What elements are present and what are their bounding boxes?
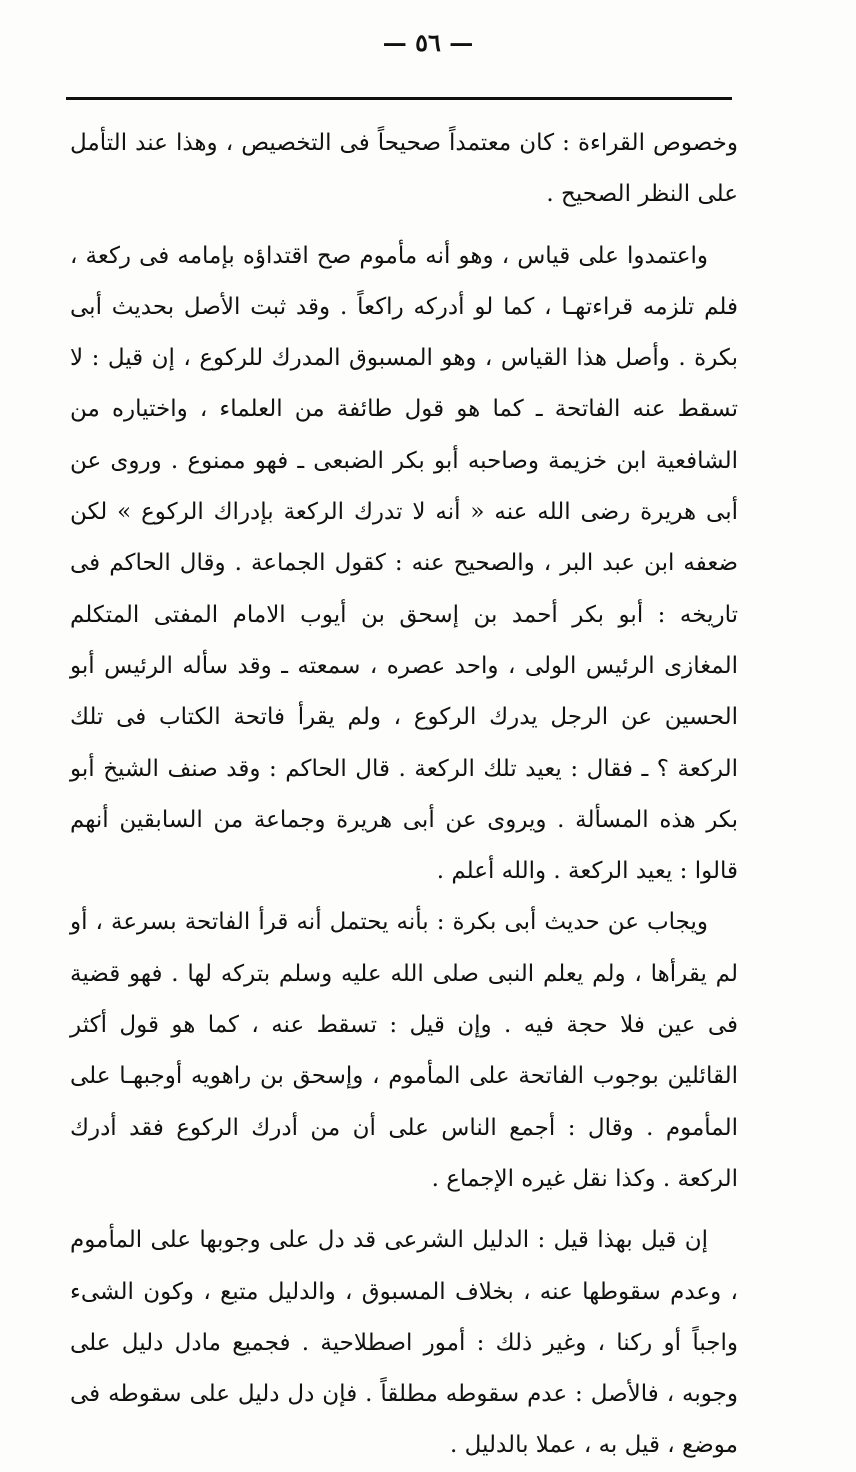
paragraph-2: واعتمدوا على قياس ، وهو أنه مأموم صح اقتداؤه بإمامه فى ركعة ، فلم تلزمه قراءتهـا ، كما لو أدركه راكعاً . وقد ثبت الأصل بحديث أبى بكرة . وأصل هذا القياس ، وهو المسبوق المدرك للركوع ، إن قيل : لا تسقط عنه الفاتحة ـ كما هو قول طائفة من العلماء ، واختياره من الشافعية ابن خزيمة وصاحبه أبو بكر الضبعى ـ فهو ممنوع . وروى عن أبى هريرة رضى الله عنه « أنه لا تدرك الركعة بإدراك الركوع » لكن ضعفه ابن عبد البر ، والصحيح عنه : كقول الجماعة . وقال الحاكم فى تاريخه : أبو بكر أحمد بن إسحق بن أيوب الامام المفتى المتكلم المغازى الرئيس الولى ، واحد عصره ، سمعته ـ وقد سأله الرئيس أبو الحسين عن الرجل يدرك الركوع ، ولم يقرأ فاتحة الكتاب فى تلك الركعة ؟ ـ فقال : يعيد تلك الركعة . قال الحاكم : وقد صنف الشيخ أبو بكر هذه المسألة . ويروى عن أبى هريرة وجماعة من السابقين أنهم قالوا : يعيد الركعة . والله أعلم . bbox=[70, 242, 738, 885]
header-rule bbox=[66, 97, 732, 100]
paragraph-1: وخصوص القراءة : كان معتمداً صحيحاً فى التخصيص ، وهذا عند التأمل على النظر الصحيح . bbox=[70, 130, 738, 208]
paragraph-3: ويجاب عن حديث أبى بكرة : بأنه يحتمل أنه قرأ الفاتحة بسرعة ، أو لم يقرأها ، ولم يعلم النبى صلى الله عليه وسلم بتركه لها . فهو قضية فى عين فلا حجة فيه . وإن قيل : تسقط عنه ، كما هو قول أكثر القائلين بوجوب الفاتحة على المأموم ، وإسحق بن راهويه أوجبهـا على المأموم . وقال : أجمع الناس على أن من أدرك الركوع فقد أدرك الركعة . وكذا نقل غيره الإجماع . bbox=[70, 909, 738, 1192]
paragraph-4: إن قيل بهذا قيل : الدليل الشرعى قد دل على وجوبها على المأموم ، وعدم سقوطها عنه ، بخلاف المسبوق ، والدليل متبع ، وكون الشىء واجباً أو ركنا ، وغير ذلك : أمور اصطلاحية . فجميع مادل دليل على وجوبه ، فالأصل : عدم سقوطه مطلقاً . فإن دل دليل على سقوطه فى موضع ، قيل به ، عملا بالدليل . bbox=[70, 1227, 738, 1459]
body-text bbox=[70, 118, 738, 1472]
page-number: — ٥٦ — bbox=[382, 28, 474, 57]
